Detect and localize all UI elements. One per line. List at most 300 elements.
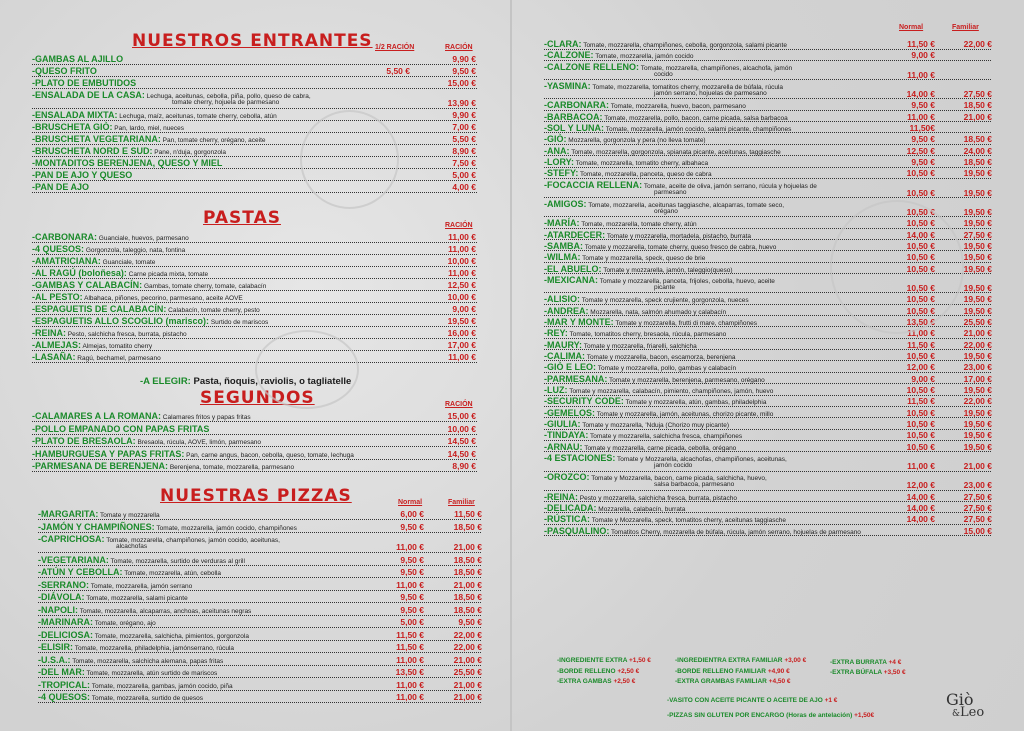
menu-item: [32, 450, 478, 461]
item-name: -ESPAGUETIS ALLO SCOGLIO (marisco):: [32, 316, 210, 326]
item-description: Pane, n'duja, gorgonzola: [152, 148, 227, 156]
menu-item: [544, 443, 992, 454]
menu-item: [32, 257, 478, 268]
item-name: -JAMÓN Y CHAMPIÑONES:: [38, 521, 155, 532]
menu-item: [544, 397, 992, 408]
item-description: Tomate y mozzarella, bacon, escamorza, berenjena: [585, 353, 736, 361]
price-familiar: 9,90 €: [452, 109, 476, 120]
item-description: Mozzarella, nata, salmón ahumado y calabacín: [588, 308, 727, 316]
item-description: Tomate, aceite de oliva, jamón serrano, rúcula y hojuelas de: [642, 182, 817, 190]
price-familiar: 11,50 €: [454, 509, 482, 519]
price-normal: 11,00 €: [396, 654, 424, 665]
price-familiar: 21,00 €: [453, 692, 482, 702]
entrantes-title-col2-header: RACIÓN: [445, 44, 473, 51]
price-familiar: 19,50 €: [963, 187, 992, 198]
extra-price: +4,50 €: [768, 678, 791, 685]
menu-item: [32, 91, 478, 110]
dotted-underline: [32, 459, 478, 460]
menu-item: [32, 425, 478, 436]
item-description: Guanciale, tomate: [100, 259, 156, 266]
item-description: Tomate, mozzarella, salchicha alemana, papas fritas: [70, 657, 224, 665]
item-name: -HAMBURGUESA Y PAPAS FRITAS:: [32, 448, 185, 459]
price-familiar: 24,00 €: [963, 145, 992, 156]
price-familiar: 21,00 €: [453, 654, 482, 665]
item-description: Pesto y mozzarella, salchicha fresca, burrata, pistacho: [578, 494, 737, 502]
dotted-underline: [32, 290, 478, 291]
menu-item: [38, 556, 482, 567]
extra-option: [667, 697, 837, 704]
item-name: -GIÒ:: [544, 134, 567, 145]
item-name: -DEL MAR:: [38, 667, 85, 677]
item-description: Tomate y mozzarella, panceta, frijoles, cebolla, huevo, aceite: [598, 277, 775, 285]
dotted-underline: [32, 108, 478, 109]
dotted-underline: [38, 677, 482, 678]
item-description: Berenjena, tomate, mozzarella, parmesano: [168, 464, 295, 472]
item-description: Tomate, mozzarella, surtido de verduras al grill: [108, 557, 245, 565]
menu-item: [544, 40, 992, 51]
price-familiar: 19,50 €: [963, 419, 992, 429]
price-normal: 9,50 €: [400, 567, 424, 577]
menu-item: [38, 510, 482, 521]
item-description: Tomate y mozzarella: [98, 512, 160, 519]
price-normal: 9,00 €: [911, 50, 935, 61]
extra-option: [667, 712, 874, 719]
price-normal: 6,00 €: [400, 509, 424, 519]
pizzas-title: NUESTRAS PIZZAS: [160, 486, 352, 506]
item-description: Tomate y mozzarella, pollo, gambas y calabacín: [596, 365, 737, 373]
item-description: Tomate y mozzarella, jamón, taleggio(queso): [601, 266, 733, 274]
pizza-watermark-left: [300, 110, 399, 209]
dotted-underline: [544, 338, 992, 339]
item-description: Tomate y mozzarella, carne picada, cebolla, orégano: [582, 444, 737, 452]
item-description: Tomate, mozzarella, surtido de quesos: [90, 695, 203, 702]
item-description: Tomate y Mozzarella, bacon, carne picada, salchicha, huevo,: [589, 475, 767, 483]
price-normal: 11,50 €: [907, 39, 935, 49]
item-name: -CALIMA:: [544, 350, 585, 361]
price-normal: 9,50 €: [400, 592, 424, 602]
menu-item: [38, 535, 482, 554]
item-name: -CARBONARA:: [32, 232, 97, 242]
menu-item: [32, 159, 478, 170]
item-name: -BRUSCHETA GIÒ:: [32, 121, 113, 132]
item-name: -REINA:: [544, 491, 578, 502]
pizzas-title-col1-header: Normal: [398, 499, 423, 506]
item-name: -MARÍA:: [544, 218, 580, 229]
item-name: -MEXICANA:: [544, 274, 598, 285]
price-familiar: 15,00 €: [963, 525, 992, 536]
dotted-underline: [32, 446, 478, 447]
item-description: Lechuga, maíz, aceitunas, tomate cherry, cebolla, atún: [117, 112, 277, 120]
price-normal: 12,00 €: [906, 480, 935, 491]
dotted-underline: [38, 615, 482, 616]
price-familiar: 11,00 €: [448, 232, 476, 242]
logo-bottom-text: Leo: [960, 705, 985, 720]
item-name: -TINDAYA:: [544, 430, 589, 441]
price-normal: 14,00 €: [906, 229, 935, 240]
price-familiar: 7,50 €: [452, 157, 476, 168]
menu-right-page: [512, 0, 1024, 731]
item-description: Tomate y Mozzarella, alcachofas, champiñones, aceitunas,: [615, 456, 787, 464]
item-description: Tomate y mozzarella, mortadela, pistacho, burrata: [605, 232, 752, 240]
price-familiar: 21,00 €: [453, 542, 482, 552]
price-familiar: 19,50 €: [447, 316, 476, 326]
item-name: -ESPAGUETIS DE CALABACÍN:: [32, 304, 167, 314]
dotted-underline: [32, 64, 478, 65]
item-name: -CAPRICHOSA:: [38, 534, 105, 544]
menu-item: [544, 493, 992, 504]
price-familiar: 27,50 €: [963, 229, 992, 240]
extra-label: -INGREDIENTE EXTRA: [557, 657, 628, 664]
item-name: -ANDREA:: [544, 305, 589, 316]
price-familiar: 27,50 €: [963, 502, 992, 513]
dotted-underline: [38, 602, 482, 603]
price-normal: 9,50 €: [400, 604, 424, 615]
menu-item: [544, 515, 992, 526]
item-description-cont: tomate cherry, hojuela de parmesano: [172, 98, 280, 106]
item-description: Tomate, mozzarella, atún surtido de mariscos: [84, 670, 218, 677]
item-description-cont: orégano: [654, 207, 678, 215]
item-name: -DELICADA:: [544, 502, 597, 513]
menu-item: [32, 183, 478, 194]
extra-price: +1,50€: [854, 712, 875, 719]
item-name: -MONTADITOS BERENJENA, QUESO Y MIEL: [32, 157, 223, 168]
price-normal: 9,50 €: [911, 100, 935, 111]
price-familiar: 22,00 €: [963, 396, 992, 407]
price-normal: 5,50 €: [386, 65, 410, 76]
dotted-underline: [38, 690, 482, 691]
item-description: Ragú, bechamel, parmesano: [75, 355, 161, 362]
item-description: Tomate, mozzarella, jamón cocido, champiñones: [154, 524, 297, 532]
item-description: Almejas, tomatito cherry: [81, 343, 153, 350]
price-normal: 11,50 €: [396, 629, 424, 640]
price-familiar: 13,90 €: [447, 97, 476, 108]
dotted-underline: [38, 652, 482, 653]
item-name: -LASAÑA:: [32, 352, 76, 362]
price-normal: 11,00 €: [396, 679, 424, 690]
price-familiar: 19,50 €: [963, 305, 992, 316]
extra-price: +4 €: [888, 659, 902, 666]
price-familiar: 19,50 €: [963, 263, 992, 274]
price-familiar: 11,00 €: [448, 244, 476, 254]
price-familiar: 4,00 €: [452, 181, 476, 192]
price-familiar: 12,50 €: [447, 280, 476, 290]
dotted-underline: [32, 421, 478, 422]
price-familiar: 18,50 €: [453, 567, 482, 577]
menu-item: [32, 147, 478, 158]
extra-label: -EXTRA GAMBAS: [557, 678, 612, 685]
menu-item: [38, 668, 482, 679]
item-description: Tomate, mozzarella, champiñones, alcachofa, jamón: [639, 64, 793, 72]
item-description-cont: salsa barbacoa, parmesano: [654, 481, 735, 489]
dotted-underline: [544, 197, 992, 198]
menu-item: [38, 643, 482, 654]
extra-label: -EXTRA BÚFALA: [830, 669, 882, 676]
price-familiar: 18,50 €: [963, 156, 992, 167]
price-normal: 10,50 €: [906, 384, 935, 395]
item-name: -GIULIA:: [544, 419, 581, 429]
item-description: Tomate y mozzarella, atún, gambas, philadelphia: [623, 399, 767, 407]
item-name: -PAN DE AJO: [32, 181, 90, 192]
price-normal: 13,50 €: [395, 667, 424, 677]
item-description-cont: jamón serrano, hojuelas de parmesano: [654, 89, 767, 97]
price-familiar: 10,00 €: [447, 292, 476, 302]
item-name: -ALMEJAS:: [32, 340, 81, 350]
menu-item: [32, 437, 478, 448]
item-description: Tomate, mozzarella, tomatito cherry, albahaca: [574, 159, 709, 167]
pastas-title: PASTAS: [203, 208, 281, 228]
item-name: -CALZONE:: [544, 50, 594, 61]
extra-price: +2,50 €: [617, 668, 640, 675]
extra-label: -INGREDIENTRA EXTRA FAMILIAR: [675, 657, 783, 664]
item-name: -DELICIOSA:: [38, 629, 93, 640]
price-familiar: 19,50 €: [963, 168, 992, 179]
entrantes-title-col1-header: 1/2 RACIÓN: [375, 44, 415, 51]
item-name: -AL PESTO:: [32, 292, 83, 302]
item-description-cont: jamón cocido: [654, 462, 693, 470]
pizzas-right-col2-header: Familiar: [952, 24, 979, 31]
logo-top-text: Giò: [946, 690, 974, 709]
item-description: Tomate, mozzarella, tomatitos cherry, mozzarella de búfala, rúcula: [590, 83, 783, 91]
price-familiar: 10,00 €: [447, 423, 476, 434]
dotted-underline: [32, 242, 478, 243]
item-description: Tomate, tomatitos cherry, bresaola, rúcula, parmesano: [567, 331, 727, 339]
menu-item: [38, 631, 482, 642]
item-name: -CALAMARES A LA ROMANA:: [32, 411, 161, 421]
item-description: Mozzarella, gorgonzola y pera (no lleva tomate): [566, 137, 706, 145]
item-name: -AL RAGÚ (boloñesa):: [32, 268, 127, 278]
menu-item: [32, 412, 478, 423]
item-name: -ATÚN Y CEBOLLA:: [38, 567, 123, 577]
price-familiar: 21,00 €: [453, 579, 482, 590]
item-name: -GEMELOS:: [544, 407, 595, 418]
pizza-watermark-right: [830, 200, 964, 334]
price-normal: 11,50€: [909, 122, 935, 133]
menu-item: [32, 171, 478, 182]
price-familiar: 19,50 €: [963, 206, 992, 217]
dotted-underline: [544, 490, 992, 491]
price-normal: 11,00 €: [396, 542, 424, 552]
menu-item: [32, 462, 478, 473]
dotted-underline: [32, 266, 478, 267]
menu-item: [32, 55, 478, 66]
price-normal: 11,50 €: [396, 642, 424, 652]
price-normal: 11,50 €: [907, 339, 935, 350]
dotted-underline: [38, 519, 482, 520]
price-normal: 10,50 €: [906, 218, 935, 229]
menu-item: [38, 523, 482, 534]
menu-item: [544, 158, 992, 169]
extra-price: +3,00 €: [784, 657, 807, 664]
price-familiar: 22,00 €: [453, 629, 482, 640]
price-familiar: 18,50 €: [453, 592, 482, 602]
menu-item: [544, 124, 992, 135]
menu-item: [544, 63, 992, 82]
price-familiar: 22,00 €: [453, 642, 482, 652]
menu-item: [38, 656, 482, 667]
price-familiar: 9,50 €: [458, 617, 482, 627]
item-description: Tomate, mozzarella, philadelphia, jamónserrano, rúcula: [73, 645, 235, 652]
menu-item: [38, 593, 482, 604]
item-name: -RÚSTICA:: [544, 514, 590, 525]
price-normal: 9,50 €: [911, 156, 935, 167]
menu-item: [544, 454, 992, 473]
item-description: Calamares fritos y papas fritas: [160, 414, 251, 421]
price-normal: 11,00 €: [907, 328, 935, 339]
price-normal: 14,00 €: [906, 514, 935, 525]
price-familiar: 22,00 €: [963, 339, 992, 350]
menu-item: [544, 420, 992, 431]
menu-item: [544, 329, 992, 340]
item-name: -ENSALADA DE LA CASA:: [32, 89, 145, 100]
menu-item: [38, 681, 482, 692]
item-description: Guanciale, huevos, parmesano: [97, 235, 189, 242]
item-description: Carne picada mixta, tomate: [126, 271, 209, 278]
item-description: Tomate, mozzarella, champiñones, jamón cocido, aceitunas,: [104, 537, 280, 544]
menu-item: [544, 363, 992, 374]
dotted-underline: [32, 434, 478, 435]
price-familiar: 11,00 €: [448, 268, 476, 278]
price-familiar: 9,00 €: [452, 304, 476, 314]
menu-item: [544, 82, 992, 101]
extra-price: +2,50 €: [613, 678, 636, 685]
item-name: -PAN DE AJO Y QUESO: [32, 169, 133, 180]
item-name: -4 ESTACIONES:: [544, 453, 616, 464]
price-normal: 11,50 €: [907, 396, 935, 407]
price-familiar: 19,50 €: [963, 240, 992, 251]
item-name: -CARBONARA:: [544, 100, 609, 111]
item-name: -DIÁVOLA:: [38, 592, 85, 602]
price-normal: 5,00 €: [400, 617, 424, 627]
dotted-underline: [544, 349, 992, 350]
price-familiar: 18,50 €: [453, 521, 482, 532]
item-name: -AMIGOS:: [544, 198, 587, 209]
menu-item: [32, 233, 478, 244]
menu-item: [544, 386, 992, 397]
item-description: Albahaca, piñones, pecorino, parmesano, aceite AOVE: [82, 295, 243, 302]
menu-item: [32, 79, 478, 90]
item-name: -PARMESANA DE BERENJENA:: [32, 461, 169, 472]
price-familiar: 11,00 €: [448, 352, 476, 362]
item-name: -MARINARA:: [38, 617, 93, 627]
dotted-underline: [32, 314, 478, 315]
item-name: -FOCACCIA RELLENA:: [544, 179, 643, 190]
item-description: Pesto, salchicha fresca, burrata, pistacho: [66, 331, 187, 338]
menu-item: [544, 135, 992, 146]
menu-item: [544, 409, 992, 420]
item-name: -NAPOLI:: [38, 604, 78, 615]
item-description-cont: cocido: [654, 70, 673, 78]
price-familiar: 9,90 €: [452, 54, 476, 64]
menu-item: [38, 618, 482, 629]
item-description: Pan, tomate cherry, orégano, aceite: [160, 136, 266, 144]
price-normal: 12,50 €: [906, 145, 935, 156]
dotted-underline: [544, 372, 992, 373]
price-familiar: 19,50 €: [963, 384, 992, 395]
menu-item: [544, 181, 992, 200]
menu-item: [544, 341, 992, 352]
item-name: -BRUSCHETA NORD E SUD:: [32, 145, 153, 156]
item-name: -TROPICAL:: [38, 679, 90, 690]
menu-item: [544, 473, 992, 492]
dotted-underline: [32, 326, 478, 327]
extra-label: -BORDE RELLENO FAMILIAR: [675, 668, 766, 675]
price-familiar: 18,50 €: [453, 604, 482, 615]
price-familiar: 19,50 €: [963, 441, 992, 452]
dotted-underline: [544, 501, 992, 502]
price-familiar: 23,00 €: [963, 362, 992, 373]
item-description: Tomate y mozzarella, speck crujiente, gorgonzola, nueces: [580, 297, 749, 305]
menu-item: [544, 527, 992, 538]
item-description: Mozzarella, calabacín, burrata: [596, 505, 686, 513]
dotted-underline: [32, 302, 478, 303]
extra-label: -EXTRA BURRATA: [830, 659, 887, 666]
price-normal: 10,50 €: [906, 168, 935, 179]
pizzas-title-col2-header: Familiar: [448, 499, 475, 506]
dotted-underline: [32, 350, 478, 351]
price-normal: 11,00 €: [396, 692, 424, 702]
item-name: -CLARA:: [544, 39, 582, 49]
item-name: -MAURY:: [544, 339, 582, 350]
menu-item: [32, 305, 478, 316]
price-normal: 14,00 €: [906, 491, 935, 502]
dotted-underline: [544, 535, 992, 536]
extra-option: [830, 659, 901, 666]
menu-item: [544, 169, 992, 180]
extra-price: +3,50 €: [883, 669, 906, 676]
menu-item: [544, 113, 992, 124]
item-description: Tomate y mozzarella, frutti di mare, champiñones: [613, 319, 757, 327]
dotted-underline: [38, 565, 482, 566]
item-description: Tomate, mozzarella, tomate cherry, atún: [579, 221, 697, 229]
item-name: -CALZONE RELLENO:: [544, 61, 639, 72]
dotted-underline: [544, 110, 992, 111]
price-familiar: 5,00 €: [452, 169, 476, 180]
dotted-underline: [38, 590, 482, 591]
item-description: Tomate, mozzarella, jamón cocido, salami picante, champiñones: [604, 125, 792, 133]
price-familiar: 21,00 €: [963, 461, 992, 472]
item-name: -PASQUALINO:: [544, 525, 610, 536]
price-familiar: 21,00 €: [963, 328, 992, 339]
item-description: Gorgonzola, taleggio, nata, fontina: [84, 247, 186, 254]
price-familiar: 18,50 €: [453, 554, 482, 565]
price-normal: 13,50 €: [906, 316, 935, 327]
item-description: Tomate, mozzarella, jamón cocido: [593, 53, 694, 61]
menu-item: [544, 352, 992, 363]
extra-label: -EXTRA GRAMBAS FAMILIAR: [675, 678, 767, 685]
menu-item: [544, 147, 992, 158]
item-description: Tomate y mozzarella, berenjena, parmesano, orégano: [607, 376, 765, 384]
dotted-underline: [32, 144, 478, 145]
price-familiar: 15,00 €: [447, 77, 476, 88]
price-normal: 10,50 €: [906, 282, 935, 293]
item-description-cont: parmesano: [654, 188, 687, 196]
dotted-underline: [38, 665, 482, 666]
menu-item: [544, 431, 992, 442]
item-name: -REINA:: [32, 328, 66, 338]
price-familiar: 9,50 €: [452, 65, 476, 76]
price-normal: 14,00 €: [906, 502, 935, 513]
item-description: Gambas, tomate cherry, tomate, calabacín: [142, 283, 267, 290]
price-normal: 11,00 €: [907, 69, 935, 80]
menu-item: [32, 269, 478, 280]
dotted-underline: [38, 577, 482, 578]
dotted-underline: [544, 144, 992, 145]
menu-item: [32, 67, 478, 78]
logo-amp: &: [952, 709, 961, 719]
dotted-underline: [544, 406, 992, 407]
price-familiar: 16,00 €: [447, 328, 476, 338]
menu-item: [38, 606, 482, 617]
